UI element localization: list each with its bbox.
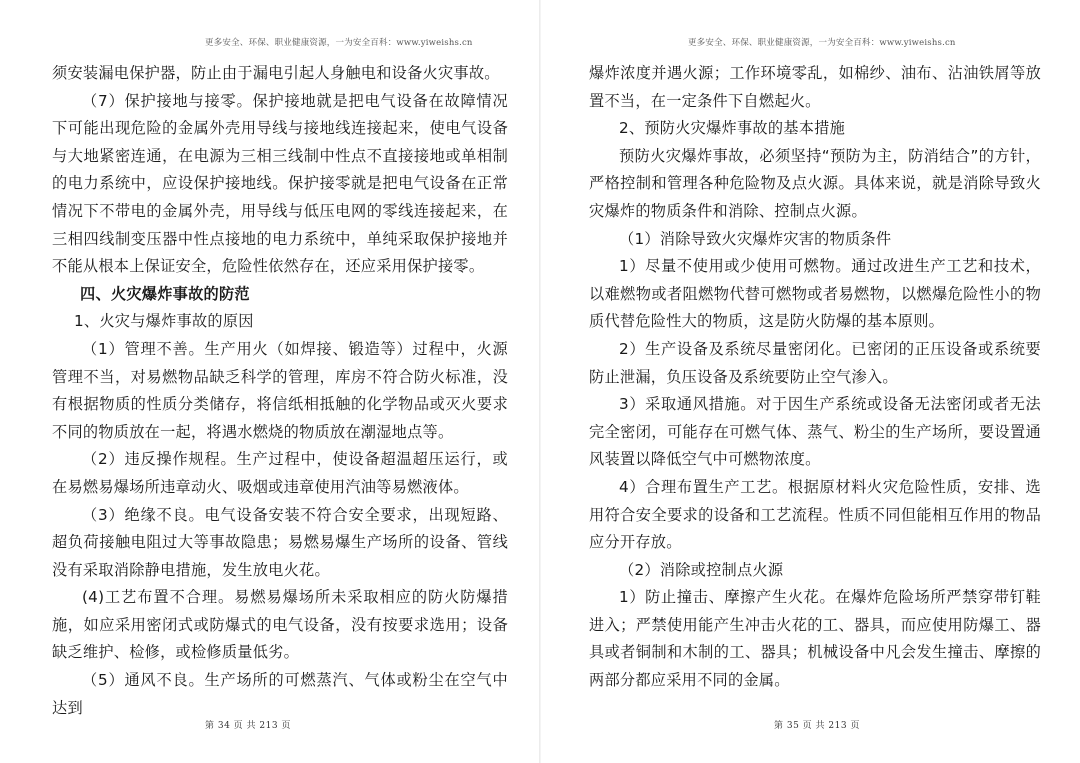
paragraph: (4)工艺布置不合理。易燃易爆场所未采取相应的防火防爆措施，如应采用密闭式或防爆式的电气设备，没有按要求选用；设备缺乏维护、检修，或检修质量低劣。 [52, 588, 508, 662]
paragraph: 预防火灾爆炸事故，必须坚持“预防为主，防消结合”的方针，严格控制和管理各种危险物及点火源。具体来说，就是消除导致火灾爆炸的物质条件和消除、控制点火源。 [589, 146, 1041, 220]
paragraph: 1）尽量不使用或少使用可燃物。通过改进生产工艺和技术，以难燃物或者阻燃物代替可燃物或者易燃物，以燃爆危险性小的物质代替危险性大的物质，这是防火防爆的基本原则。 [589, 257, 1041, 331]
page-header: 更多安全、环保、职业健康资源，一为安全百科：www.yiweishs.cn [205, 38, 473, 48]
page-number: 第 34 页 共 213 页 [205, 721, 291, 731]
section-heading: （1）消除导致火灾爆炸灾害的物质条件 [619, 229, 892, 248]
paragraph: 3）采取通风措施。对于因生产系统或设备无法密闭或者无法完全密闭，可能存在可燃气体、蒸气、粉尘的生产场所，要设置通风装置以降低空气中可燃物浓度。 [589, 395, 1041, 469]
page-body [589, 60, 1041, 695]
paragraph: 须安装漏电保护器，防止由于漏电引起人身触电和设备火灾事故。 [52, 64, 500, 82]
paragraph: （7）保护接地与接零。保护接地就是把电气设备在故障情况下可能出现危险的金属外壳用导线与接地线连接起来，使电气设备与大地紧密连通，在电源为三相三线制中性点不直接接地或单相制的电力系统中，应设保护接地线。保护接零就是把电气设备在正常情况下不带电的金属外壳，用导线与低压电网的零线连接起来，在三相四线制变压器中性点接地的电力系统中，单纯采取保护接地并不能从根本上保证安全，危险性依然存在，还应采用保护接零。 [52, 91, 508, 276]
paragraph: 2）生产设备及系统尽量密闭化。已密闭的正压设备或系统要防止泄漏，负压设备及系统要防止空气渗入。 [589, 339, 1041, 386]
paragraph: （2）违反操作规程。生产过程中，使设备超温超压运行，或在易燃易爆场所违章动火、吸烟或违章使用汽油等易燃液体。 [52, 450, 508, 496]
page-body [52, 60, 508, 722]
section-heading: 1、火灾与爆炸事故的原因 [74, 312, 254, 331]
paragraph: （5）通风不良。生产场所的可燃蒸汽、气体或粉尘在空气中达到 [52, 671, 508, 717]
paragraph: 1）防止撞击、摩擦产生火花。在爆炸危险场所严禁穿带钉鞋进入；严禁使用能产生冲击火花的工、器具，而应使用防爆工、器具或者铜制和木制的工、器具；机械设备中凡会发生撞击、摩擦的两部分都应采用不同的金属。 [589, 588, 1041, 690]
paragraph: （1）管理不善。生产用火（如焊接、锻造等）过程中，火源管理不当，对易燃物品缺乏科学的管理，库房不符合防火标准，没有根据物质的性质分类储存，将信纸相抵触的化学物品或灭火要求不同的物质放在一起，将遇水燃烧的物质放在潮湿地点等。 [52, 339, 508, 441]
section-heading: （2）消除或控制点火源 [619, 560, 784, 579]
page-number: 第 35 页 共 213 页 [774, 721, 860, 731]
paragraph: （3）绝缘不良。电气设备安装不符合安全要求，出现短路、超负荷接触电阻过大等事故隐患；易燃易爆生产场所的设备、管线没有采取消除静电措施，发生放电火花。 [52, 505, 508, 579]
paragraph: 爆炸浓度并遇火源；工作环境零乱，如棉纱、油布、沾油铁屑等放置不当，在一定条件下自燃起火。 [589, 64, 1041, 110]
section-heading: 四、火灾爆炸事故的防范 [80, 284, 250, 303]
right-page [540, 0, 1080, 763]
section-heading: 2、预防火灾爆炸事故的基本措施 [619, 119, 846, 138]
page-header: 更多安全、环保、职业健康资源，一为安全百科：www.yiweishs.cn [688, 38, 956, 48]
paragraph: 4）合理布置生产工艺。根据原材料火灾危险性质，安排、选用符合安全要求的设备和工艺流程。性质不同但能相互作用的物品应分开存放。 [589, 477, 1041, 552]
